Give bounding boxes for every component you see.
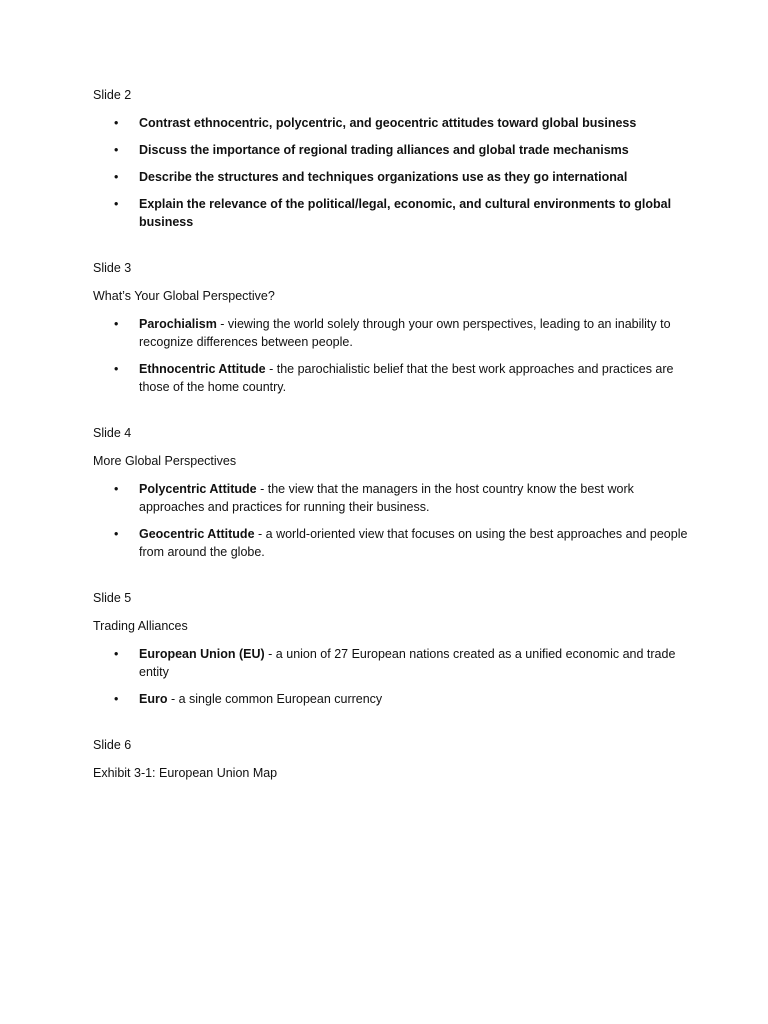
- item-term: Parochialism: [139, 317, 217, 331]
- slide-label: Slide 6: [93, 738, 132, 752]
- item-definition: - a world-oriented view that focuses on using the best approaches and people from around the globe.: [139, 527, 688, 559]
- bullet-icon: •: [114, 317, 119, 331]
- bullet-icon: •: [114, 692, 119, 706]
- slide-2-section: [93, 86, 693, 231]
- item-definition: - viewing the world solely through your own perspectives, leading to an inability to recognize differences between people.: [139, 317, 671, 349]
- item-term: Euro: [139, 692, 168, 706]
- item-term: Ethnocentric Attitude: [139, 362, 266, 376]
- item-definition: - the parochialistic belief that the best work approaches and practices are those of the home country.: [139, 362, 674, 394]
- slide-label: Slide 4: [93, 426, 132, 440]
- bullet-icon: •: [114, 362, 119, 376]
- list-item: [93, 114, 693, 132]
- item-definition: - the view that the managers in the host country know the best work approaches and practices for running their business.: [139, 482, 634, 514]
- list-item: [93, 195, 693, 231]
- item-term: Geocentric Attitude: [139, 527, 255, 541]
- bullet-icon: •: [114, 527, 119, 541]
- bullet-icon: •: [114, 197, 119, 211]
- bullet-icon: •: [114, 647, 119, 661]
- slide-subtitle: What’s Your Global Perspective?: [93, 289, 275, 303]
- list-item: [93, 360, 693, 396]
- slide-label: Slide 3: [93, 261, 132, 275]
- bullet-list: [93, 315, 693, 396]
- item-text: Describe the structures and techniques organizations use as they go international: [139, 170, 628, 184]
- item-text: Contrast ethnocentric, polycentric, and geocentric attitudes toward global business: [139, 116, 637, 130]
- item-definition: - a union of 27 European nations created as a unified economic and trade entity: [139, 647, 676, 679]
- bullet-list: [93, 645, 693, 708]
- list-item: [93, 645, 693, 681]
- list-item: [93, 480, 693, 516]
- document-body: [93, 86, 693, 792]
- bullet-icon: •: [114, 143, 119, 157]
- bullet-icon: •: [114, 482, 119, 496]
- list-item: [93, 315, 693, 351]
- item-text: Explain the relevance of the political/legal, economic, and cultural environments to global business: [139, 197, 672, 229]
- item-term: Polycentric Attitude: [139, 482, 257, 496]
- slide-subtitle: Exhibit 3-1: European Union Map: [93, 766, 278, 780]
- list-item: [93, 525, 693, 561]
- list-item: [93, 168, 693, 186]
- list-item: [93, 141, 693, 159]
- slide-subtitle: Trading Alliances: [93, 619, 188, 633]
- slide-3-section: [93, 259, 693, 396]
- item-term: European Union (EU): [139, 647, 265, 661]
- bullet-list: [93, 480, 693, 561]
- bullet-list: [93, 114, 693, 231]
- slide-label: Slide 2: [93, 88, 132, 102]
- item-text: Discuss the importance of regional trading alliances and global trade mechanisms: [139, 143, 629, 157]
- slide-6-section: [93, 736, 693, 782]
- bullet-icon: •: [114, 116, 119, 130]
- slide-label: Slide 5: [93, 591, 132, 605]
- list-item: [93, 690, 693, 708]
- slide-4-section: [93, 424, 693, 561]
- bullet-icon: •: [114, 170, 119, 184]
- slide-subtitle: More Global Perspectives: [93, 454, 237, 468]
- slide-5-section: [93, 589, 693, 708]
- item-definition: - a single common European currency: [167, 692, 383, 706]
